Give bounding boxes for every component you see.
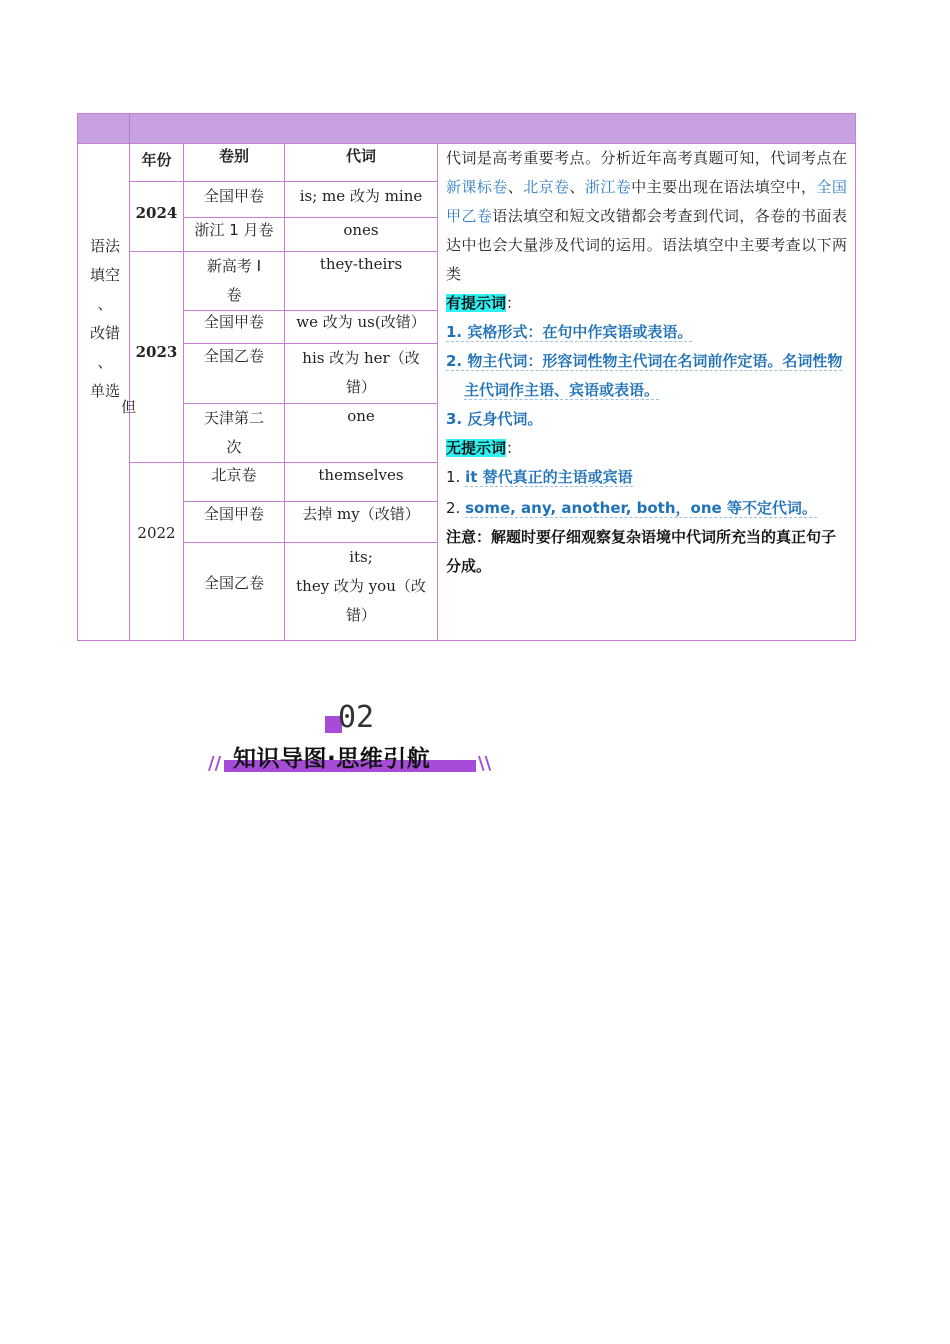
pronoun-cell: themselves (285, 463, 438, 502)
row-label-cell (78, 144, 137, 641)
paper-cell: 全国甲卷 (184, 502, 285, 543)
nohint-item: 1. it 替代真正的主语或宾语 (446, 468, 633, 486)
row-label-extra: 但 (121, 398, 137, 416)
pronoun-cell: one (285, 404, 438, 463)
paper-cell: 全国甲卷 (184, 311, 285, 344)
paper-cell: 浙江 1 月卷 (184, 218, 285, 252)
paper-link: 新课标卷 (446, 178, 508, 196)
right-slash-mark: \\ (478, 753, 492, 774)
paper-link: 全国甲乙卷 (446, 178, 847, 225)
row-label: 语法 填空 、 改错 、 单选 (89, 237, 120, 400)
pronoun-cell (285, 543, 438, 641)
description-cell (438, 144, 855, 641)
pronoun-cell: 去掉 my（改错） (285, 502, 438, 543)
hint-heading: 有提示词： (446, 294, 522, 312)
year-cell-2023: 2023 (130, 252, 184, 463)
paper-link: 北京卷 (523, 178, 570, 196)
paper-cell: 天津第二次 (184, 404, 285, 463)
pronoun-cell: his 改为 her（改错） (285, 344, 438, 404)
pronoun-cell: we 改为 us(改错） (285, 311, 438, 344)
pronoun-line: its; (349, 548, 373, 566)
header-year: 年份 (130, 144, 184, 182)
pronoun-cell: they-theirs (285, 252, 438, 311)
year-cell-2024: 2024 (130, 182, 184, 252)
paper-cell: 全国乙卷 (184, 543, 285, 641)
paper-cell: 全国甲卷 (184, 182, 285, 218)
table-header-band (78, 114, 855, 144)
section-title: 知识导图·思维引航 (233, 746, 431, 772)
section-banner (208, 700, 493, 780)
pronoun-cell: is; me 改为 mine (285, 182, 438, 218)
section-number: 02 (338, 700, 375, 735)
pronoun-cell: ones (285, 218, 438, 252)
paper-cell: 全国乙卷 (184, 344, 285, 404)
header-paper: 卷别 (184, 144, 285, 182)
paper-cell: 北京卷 (184, 463, 285, 502)
exam-table (77, 113, 856, 641)
paper-cell: 新高考 I 卷 (184, 252, 285, 311)
left-slash-mark: // (208, 753, 222, 774)
paper-link: 浙江卷 (584, 178, 632, 196)
hint-item: 2. 物主代词：形容词性物主代词在名词前作定语。名词性物主代词作主语、宾语或表语。 (446, 352, 843, 399)
year-cell-2022: 2022 (130, 463, 184, 641)
hint-item: 1. 宾格形式：在句中作宾语或表语。 (446, 323, 693, 341)
pronoun-line: they 改为 you（改错） (296, 577, 426, 624)
hint-item: 3. 反身代词。 (446, 410, 543, 428)
note-paragraph: 注意：解题时要仔细观察复杂语境中代词所充当的真正句子分成。 (446, 528, 837, 575)
header-pronoun: 代词 (285, 144, 438, 182)
intro-paragraph: 代词是高考重要考点。分析近年高考真题可知，代词考点在新课标卷、北京卷、浙江卷中主要出现在语法填空中，全国甲乙卷语法填空和短文改错都会考查到代词，各卷的书面表达中也会大量涉及代词的运用。语法填空中主要考查以下两类 (446, 149, 847, 283)
nohint-heading: 无提示词： (446, 439, 522, 457)
nohint-item: 2. some, any, another, both，one 等不定代词。 (446, 499, 817, 517)
